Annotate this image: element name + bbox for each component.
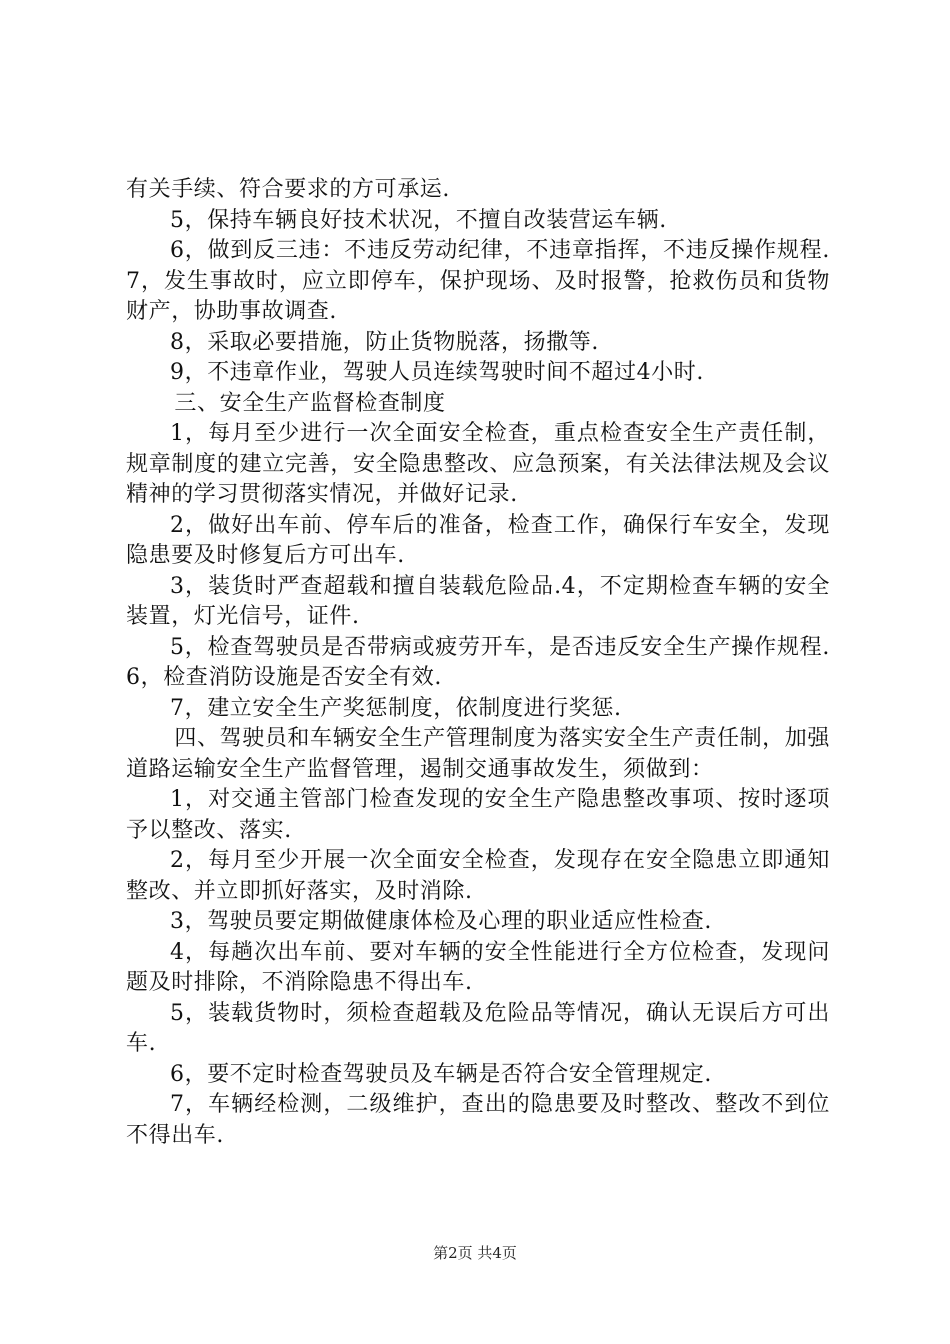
- paragraph-driver-4: 4，每趟次出车前、要对车辆的安全性能进行全方位检查，发现问题及时排除，不消除隐患不得出车.: [126, 939, 830, 995]
- paragraph-continuation: 有关手续、符合要求的方可承运.: [126, 177, 450, 202]
- paragraph-inspection-5-6: 5，检查驾驶员是否带病或疲劳开车，是否违反安全生产操作规程.6，检查消防设施是否安全有效.: [126, 634, 830, 690]
- paragraph-inspection-2: 2，做好出车前、停车后的准备，检查工作，确保行车安全，发现隐患要及时修复后方可出车.: [126, 512, 830, 568]
- paragraph-driver-3: 3，驾驶员要定期做健康体检及心理的职业适应性检查.: [170, 909, 712, 934]
- paragraph-driver-2: 2，每月至少开展一次全面安全检查，发现存在安全隐患立即通知整改、并立即抓好落实，及时消除.: [126, 848, 830, 904]
- paragraph-driver-6: 6，要不定时检查驾驶员及车辆是否符合安全管理规定.: [170, 1061, 712, 1087]
- paragraph-inspection-7: 7，建立安全生产奖惩制度，依制度进行奖惩.: [170, 695, 622, 721]
- paragraph-item-5: 5，保持车辆良好技术状况，不擅自改装营运车辆.: [170, 207, 667, 233]
- paragraph-driver-7: 7，车辆经检测，二级维护，查出的隐患要及时整改、整改不到位不得出车.: [126, 1092, 830, 1148]
- paragraph-item-6-7: 6，做到反三违：不违反劳动纪律，不违章指挥，不违反操作规程.7，发生事故时，应立即停车，保护现场、及时报警，抢救伤员和货物财产，协助事故调查.: [126, 238, 830, 324]
- paragraph-inspection-3-4: 3，装货时严查超载和擅自装载危险品.4，不定期检查车辆的安全装置，灯光信号，证件.: [126, 573, 830, 629]
- paragraph-item-8: 8，采取必要措施，防止货物脱落，扬撒等.: [170, 329, 599, 355]
- paragraph-driver-5: 5，装载货物时，须检查超载及危险品等情况，确认无误后方可出车.: [126, 1000, 830, 1056]
- document-body: [126, 175, 830, 1151]
- paragraph-driver-1: 1，对交通主管部门检查发现的安全生产隐患整改事项、按时逐项予以整改、落实.: [126, 787, 830, 843]
- paragraph-item-9: 9，不违章作业，驾驶人员连续驾驶时间不超过4小时.: [170, 360, 704, 385]
- section-heading-3: 三、安全生产监督检查制度: [174, 390, 446, 416]
- page-number-footer: 第2页 共4页: [433, 1244, 517, 1262]
- section-heading-4: 四、驾驶员和车辆安全生产管理制度为落实安全生产责任制，加强道路运输安全生产监督管理，遏制交通事故发生，须做到：: [126, 726, 830, 782]
- paragraph-inspection-1: 1，每月至少进行一次全面安全检查，重点检查安全生产责任制，规章制度的建立完善，安全隐患整改、应急预案，有关法律法规及会议精神的学习贯彻落实情况，并做好记录.: [126, 421, 830, 507]
